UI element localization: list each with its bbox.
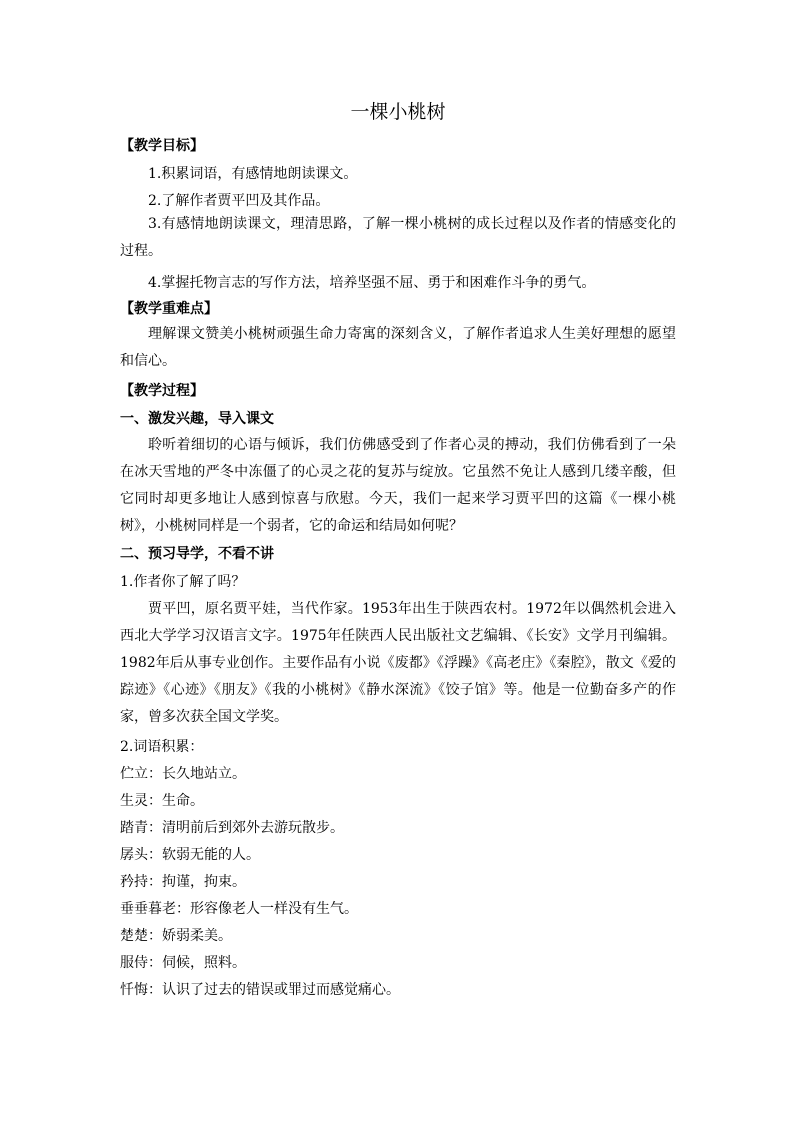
- vocab-item: 伫立：长久地站立。: [120, 766, 246, 782]
- key-text: 理解课文赞美小桃树顽强生命力寄寓的深刻含义，了解作者追求人生美好理想的愿望和信心。: [120, 326, 676, 369]
- question-1: 1.作者你了解了吗？: [120, 574, 246, 590]
- goal-item: 1.积累词语，有感情地朗读课文。: [148, 166, 358, 182]
- vocab-item: 矜持：拘谨，拘束。: [120, 874, 246, 890]
- vocab-item: 忏悔：认识了过去的错误或罪过而感觉痛心。: [120, 982, 400, 998]
- process-heading: 【教学过程】: [120, 383, 204, 399]
- goal-item: 3.有感情地朗读课文，理清思路，了解一棵小桃树的成长过程以及作者的情感变化的过程。: [120, 216, 676, 259]
- goal-item: 4.掌握托物言志的写作方法，培养坚强不屈、勇于和困难作斗争的勇气。: [148, 275, 596, 291]
- vocab-item: 楚楚：娇弱柔美。: [120, 928, 232, 944]
- key-heading: 【教学重难点】: [120, 301, 218, 317]
- vocab-item: 垂垂暮老：形容像老人一样没有生气。: [120, 901, 358, 917]
- part1-text: 聆听着细切的心语与倾诉，我们仿佛感受到了作者心灵的搏动，我们仿佛看到了一朵在冰天雪地的严冬中冻僵了的心灵之花的复苏与绽放。它虽然不免让人感到几缕辛酸，但它同时却更多地让人感到惊喜与欣慰。今天，我们一起来学习贾平凹的这篇《一棵小桃树》，小桃树同样是一个弱者，它的命运和结局如何呢？: [120, 437, 676, 534]
- vocab-item: 踏青：清明前后到郊外去游玩散步。: [120, 820, 344, 836]
- goal-item: 2.了解作者贾平凹及其作品。: [148, 193, 330, 209]
- author-text: 贾平凹，原名贾平娃，当代作家。1953年出生于陕西农村。1972年以偶然机会进入西北大学学习汉语言文字。1975年任陕西人民出版社文艺编辑、《长安》文学月刊编辑。1982年后从事专业创作。主要作品有小说《废都》《浮躁》《高老庄》《秦腔》，散文《爱的踪迹》《心迹》《朋友》《我的小桃树》《静水深流》《饺子馆》等。他是一位勤奋多产的作家，曾多次获全国文学奖。: [120, 601, 676, 725]
- document-title: 一棵小桃树: [350, 101, 446, 123]
- part1-heading: 一、激发兴趣，导入课文: [120, 411, 274, 427]
- vocab-item: 服侍：伺候，照料。: [120, 955, 246, 971]
- vocab-item: 孱头：软弱无能的人。: [120, 847, 260, 863]
- vocab-item: 生灵：生命。: [120, 793, 204, 809]
- part2-heading: 二、预习导学，不看不讲: [120, 546, 274, 562]
- question-2: 2.词语积累：: [120, 739, 204, 755]
- goals-heading: 【教学目标】: [120, 138, 204, 154]
